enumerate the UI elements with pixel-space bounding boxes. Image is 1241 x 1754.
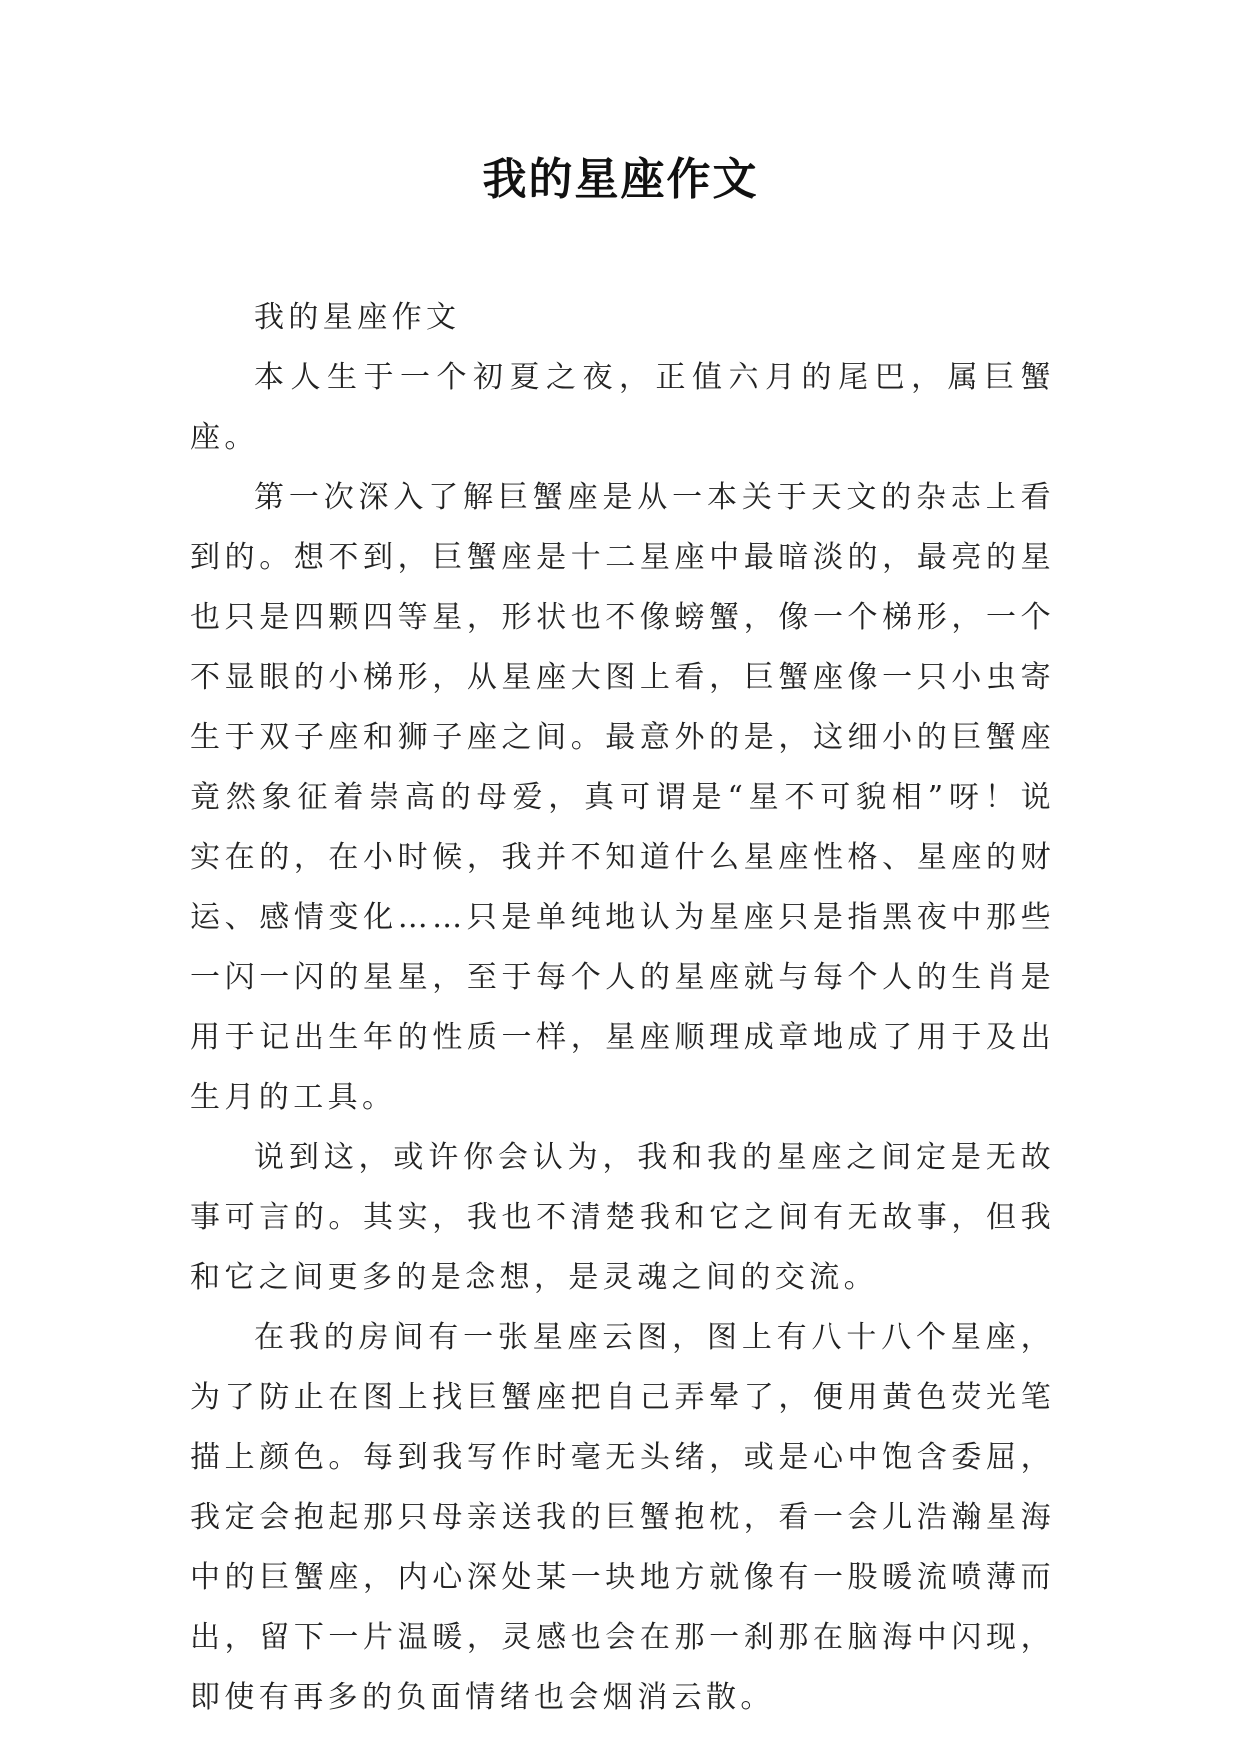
page-title: 我的星座作文	[482, 154, 759, 205]
paragraph-3: 说到这，或许你会认为，我和我的星座之间定是无故事可言的。其实，我也不清楚我和它之间有无故事，但我和它之间更多的是念想，是灵魂之间的交流。	[190, 1140, 1055, 1295]
paragraph-4: 在我的房间有一张星座云图，图上有八十八个星座，为了防止在图上找巨蟹座把自己弄晕了，便用黄色荧光笔描上颜色。每到我写作时毫无头绪，或是心中饱含委屈，我定会抱起那只母亲送我的巨蟹抱枕，看一会儿浩瀚星海中的巨蟹座，内心深处某一块地方就像有一股暖流喷薄而出，留下一片温暖，灵感也会在那一刹那在脑海中闪现，即使有再多的负面情绪也会烟消云散。	[190, 1320, 1055, 1715]
paragraph-heading: 我的星座作文	[254, 300, 461, 335]
article-body	[190, 288, 1055, 1728]
paragraph-1: 本人生于一个初夏之夜，正值六月的尾巴，属巨蟹座。	[190, 360, 1055, 455]
paragraph-2: 第一次深入了解巨蟹座是从一本关于天文的杂志上看到的。想不到，巨蟹座是十二星座中最暗淡的，最亮的星也只是四颗四等星，形状也不像螃蟹，像一个梯形，一个不显眼的小梯形，从星座大图上看，巨蟹座像一只小虫寄生于双子座和狮子座之间。最意外的是，这细小的巨蟹座竟然象征着崇高的母爱，真可谓是“星不可貌相”呀！说实在的，在小时候，我并不知道什么星座性格、星座的财运、感情变化……只是单纯地认为星座只是指黑夜中那些一闪一闪的星星，至于每个人的星座就与每个人的生肖是用于记出生年的性质一样，星座顺理成章地成了用于及出生月的工具。	[190, 480, 1055, 1115]
